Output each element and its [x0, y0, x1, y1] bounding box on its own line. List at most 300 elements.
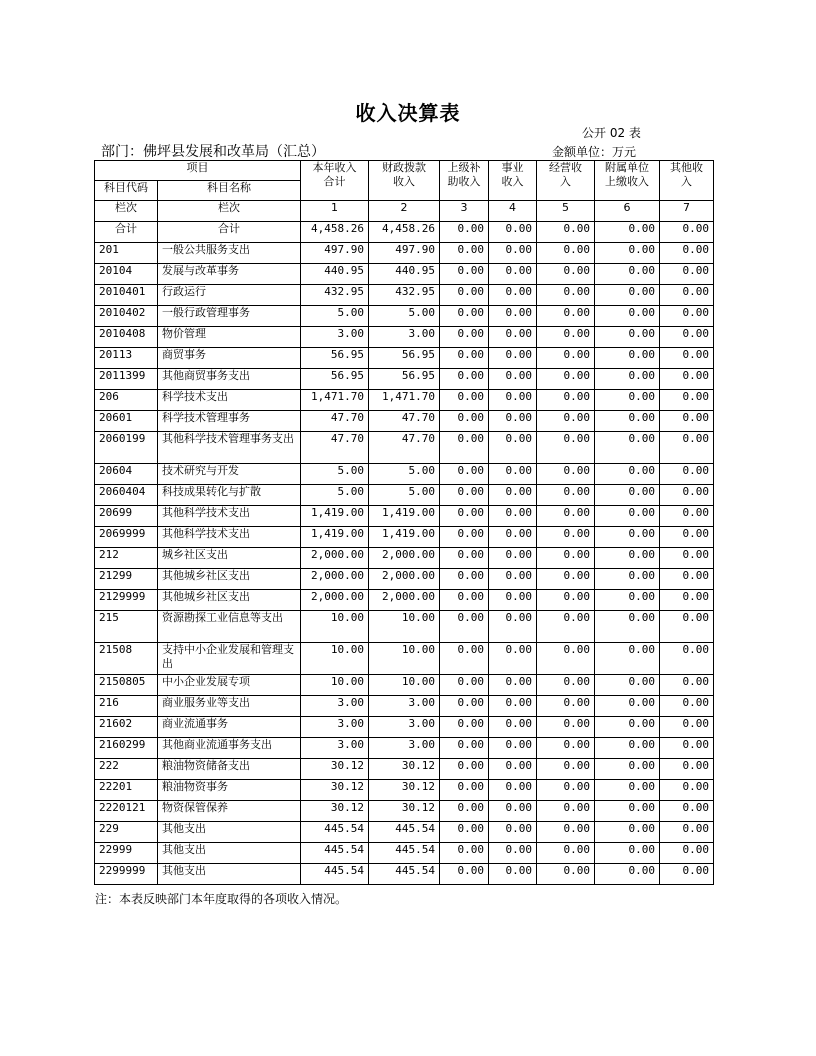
subject-name: 其他商业流通事务支出 — [158, 738, 301, 759]
table-row — [95, 390, 714, 411]
amount-cell: 0.00 — [660, 432, 714, 464]
amount-cell: 0.00 — [537, 306, 595, 327]
amount-cell: 0.00 — [489, 780, 537, 801]
amount-cell: 0.00 — [660, 411, 714, 432]
table-row — [95, 843, 714, 864]
amount-cell: 1,419.00 — [301, 527, 369, 548]
amount-cell: 0.00 — [595, 506, 660, 527]
subject-name: 一般行政管理事务 — [158, 306, 301, 327]
subject-name: 其他科学技术支出 — [158, 506, 301, 527]
amount-cell: 445.54 — [301, 822, 369, 843]
amount-cell: 0.00 — [660, 369, 714, 390]
amount-cell: 0.00 — [489, 864, 537, 885]
amount-cell: 30.12 — [301, 759, 369, 780]
amount-cell: 0.00 — [537, 369, 595, 390]
report-title: 收入决算表 — [355, 101, 461, 125]
table-row — [95, 432, 714, 464]
amount-cell: 0.00 — [660, 527, 714, 548]
amount-cell: 0.00 — [660, 611, 714, 643]
amount-cell: 0.00 — [440, 243, 489, 264]
subject-name: 商贸事务 — [158, 348, 301, 369]
subject-code: 2010401 — [95, 285, 158, 306]
subject-name: 商业服务业等支出 — [158, 696, 301, 717]
subject-code: 20601 — [95, 411, 158, 432]
amount-cell: 5.00 — [369, 464, 440, 485]
amount-cell: 0.00 — [537, 411, 595, 432]
header-name: 科目名称 — [158, 181, 301, 201]
amount-cell: 0.00 — [489, 643, 537, 675]
amount-cell: 5.00 — [301, 464, 369, 485]
table-row — [95, 864, 714, 885]
amount-cell: 0.00 — [595, 411, 660, 432]
amount-cell: 0.00 — [595, 485, 660, 506]
table-row — [95, 527, 714, 548]
table-row — [95, 569, 714, 590]
table-row — [95, 348, 714, 369]
amount-cell: 0.00 — [489, 506, 537, 527]
amount-cell: 0.00 — [489, 843, 537, 864]
amount-cell: 0.00 — [489, 759, 537, 780]
header-col-3: 上级补 助收入 — [440, 161, 489, 201]
subject-code: 20604 — [95, 464, 158, 485]
amount-cell: 0.00 — [595, 464, 660, 485]
col-num: 1 — [301, 201, 369, 222]
amount-cell: 0.00 — [489, 285, 537, 306]
subject-name: 物价管理 — [158, 327, 301, 348]
amount-cell: 3.00 — [301, 696, 369, 717]
subject-name: 商业流通事务 — [158, 717, 301, 738]
table-row — [95, 738, 714, 759]
subject-name: 其他城乡社区支出 — [158, 569, 301, 590]
amount-cell: 0.00 — [595, 696, 660, 717]
amount-cell: 0.00 — [595, 348, 660, 369]
amount-cell: 0.00 — [595, 285, 660, 306]
table-row — [95, 306, 714, 327]
subject-code: 20104 — [95, 264, 158, 285]
amount-cell: 2,000.00 — [369, 569, 440, 590]
subject-code: 2220121 — [95, 801, 158, 822]
amount-cell: 0.00 — [440, 548, 489, 569]
table-row — [95, 696, 714, 717]
header-item: 项目 — [95, 161, 301, 181]
subject-code: 2060199 — [95, 432, 158, 464]
table-row — [95, 675, 714, 696]
amount-cell: 0.00 — [595, 369, 660, 390]
amount-cell: 0.00 — [537, 527, 595, 548]
amount-cell: 0.00 — [440, 780, 489, 801]
amount-cell: 0.00 — [595, 780, 660, 801]
subject-code: 201 — [95, 243, 158, 264]
amount-cell: 0.00 — [660, 738, 714, 759]
amount-cell: 0.00 — [595, 548, 660, 569]
amount-cell: 0.00 — [489, 432, 537, 464]
header-col-4: 事业 收入 — [489, 161, 537, 201]
amount-cell: 47.70 — [369, 432, 440, 464]
amount-cell: 0.00 — [660, 780, 714, 801]
amount-cell: 0.00 — [537, 780, 595, 801]
amount-cell: 0.00 — [595, 569, 660, 590]
amount-cell: 0.00 — [595, 759, 660, 780]
amount-cell: 0.00 — [595, 327, 660, 348]
header-col-7: 其他收 入 — [660, 161, 714, 201]
amount-cell: 0.00 — [660, 390, 714, 411]
table-row — [95, 780, 714, 801]
amount-cell: 0.00 — [440, 464, 489, 485]
amount-cell: 0.00 — [489, 590, 537, 611]
amount-cell: 10.00 — [301, 643, 369, 675]
amount-cell: 445.54 — [369, 864, 440, 885]
amount-cell: 5.00 — [369, 485, 440, 506]
amount-cell: 0.00 — [660, 717, 714, 738]
total-value: 0.00 — [489, 222, 537, 243]
amount-cell: 30.12 — [369, 801, 440, 822]
subject-code: 2069999 — [95, 527, 158, 548]
col-num: 3 — [440, 201, 489, 222]
amount-cell: 0.00 — [440, 759, 489, 780]
subject-name: 支持中小企业发展和管理支出 — [158, 643, 301, 675]
col-num: 6 — [595, 201, 660, 222]
department-label: 部门：佛坪县发展和改革局（汇总） — [101, 144, 325, 160]
amount-cell: 1,419.00 — [369, 506, 440, 527]
amount-cell: 0.00 — [660, 643, 714, 675]
subject-code: 20699 — [95, 506, 158, 527]
amount-unit: 金额单位：万元 — [552, 145, 637, 159]
income-table — [94, 160, 714, 885]
amount-cell: 10.00 — [301, 611, 369, 643]
amount-cell: 5.00 — [301, 306, 369, 327]
subject-name: 其他支出 — [158, 822, 301, 843]
total-value: 0.00 — [440, 222, 489, 243]
amount-cell: 440.95 — [369, 264, 440, 285]
amount-cell: 0.00 — [595, 527, 660, 548]
amount-cell: 0.00 — [440, 675, 489, 696]
amount-cell: 0.00 — [595, 390, 660, 411]
amount-cell: 5.00 — [369, 306, 440, 327]
amount-cell: 0.00 — [595, 306, 660, 327]
amount-cell: 56.95 — [301, 369, 369, 390]
amount-cell: 3.00 — [369, 717, 440, 738]
subject-name: 发展与改革事务 — [158, 264, 301, 285]
subject-name: 其他支出 — [158, 843, 301, 864]
amount-cell: 0.00 — [660, 843, 714, 864]
table-row — [95, 411, 714, 432]
amount-cell: 2,000.00 — [301, 590, 369, 611]
amount-cell: 497.90 — [301, 243, 369, 264]
amount-cell: 0.00 — [595, 243, 660, 264]
subject-name: 一般公共服务支出 — [158, 243, 301, 264]
amount-cell: 0.00 — [537, 738, 595, 759]
amount-cell: 0.00 — [537, 696, 595, 717]
lanci-row — [95, 201, 714, 222]
amount-cell: 0.00 — [489, 675, 537, 696]
table-row — [95, 264, 714, 285]
subject-name: 其他城乡社区支出 — [158, 590, 301, 611]
amount-cell: 0.00 — [537, 717, 595, 738]
amount-cell: 0.00 — [595, 864, 660, 885]
amount-cell: 497.90 — [369, 243, 440, 264]
amount-cell: 0.00 — [537, 243, 595, 264]
amount-cell: 0.00 — [660, 864, 714, 885]
table-row — [95, 759, 714, 780]
amount-cell: 0.00 — [595, 843, 660, 864]
amount-cell: 0.00 — [489, 390, 537, 411]
amount-cell: 0.00 — [595, 590, 660, 611]
subject-name: 城乡社区支出 — [158, 548, 301, 569]
amount-cell: 0.00 — [440, 822, 489, 843]
amount-cell: 10.00 — [369, 611, 440, 643]
table-row — [95, 369, 714, 390]
amount-cell: 0.00 — [440, 801, 489, 822]
amount-cell: 0.00 — [440, 738, 489, 759]
amount-cell: 0.00 — [537, 432, 595, 464]
amount-cell: 0.00 — [440, 611, 489, 643]
table-row — [95, 464, 714, 485]
amount-cell: 1,471.70 — [301, 390, 369, 411]
amount-cell: 0.00 — [440, 590, 489, 611]
amount-cell: 56.95 — [369, 348, 440, 369]
table-row — [95, 643, 714, 675]
amount-cell: 0.00 — [660, 548, 714, 569]
subject-code: 2160299 — [95, 738, 158, 759]
subject-code: 22999 — [95, 843, 158, 864]
amount-cell: 0.00 — [660, 327, 714, 348]
subject-code: 21602 — [95, 717, 158, 738]
amount-cell: 0.00 — [537, 569, 595, 590]
subject-name: 技术研究与开发 — [158, 464, 301, 485]
amount-cell: 0.00 — [440, 506, 489, 527]
amount-cell: 445.54 — [301, 864, 369, 885]
subject-code: 2010402 — [95, 306, 158, 327]
amount-cell: 0.00 — [489, 485, 537, 506]
subject-name: 粮油物资事务 — [158, 780, 301, 801]
amount-cell: 0.00 — [489, 801, 537, 822]
amount-cell: 0.00 — [440, 643, 489, 675]
amount-cell: 0.00 — [537, 675, 595, 696]
amount-cell: 0.00 — [440, 348, 489, 369]
amount-cell: 0.00 — [595, 717, 660, 738]
amount-cell: 1,471.70 — [369, 390, 440, 411]
lanci-name: 栏次 — [158, 201, 301, 222]
table-row — [95, 548, 714, 569]
amount-cell: 5.00 — [301, 485, 369, 506]
subject-name: 物资保管保养 — [158, 801, 301, 822]
amount-cell: 0.00 — [440, 717, 489, 738]
subject-code: 2010408 — [95, 327, 158, 348]
amount-cell: 445.54 — [369, 843, 440, 864]
amount-cell: 0.00 — [537, 843, 595, 864]
amount-cell: 0.00 — [489, 548, 537, 569]
amount-cell: 0.00 — [440, 369, 489, 390]
total-label: 合计 — [95, 222, 158, 243]
subject-code: 21299 — [95, 569, 158, 590]
amount-cell: 3.00 — [369, 327, 440, 348]
subject-name: 资源勘探工业信息等支出 — [158, 611, 301, 643]
amount-cell: 0.00 — [660, 464, 714, 485]
amount-cell: 0.00 — [489, 822, 537, 843]
total-value: 0.00 — [537, 222, 595, 243]
amount-cell: 0.00 — [489, 738, 537, 759]
amount-cell: 0.00 — [595, 822, 660, 843]
subject-name: 粮油物资储备支出 — [158, 759, 301, 780]
table-row — [95, 285, 714, 306]
subject-code: 216 — [95, 696, 158, 717]
amount-cell: 0.00 — [537, 390, 595, 411]
subject-code: 2150805 — [95, 675, 158, 696]
amount-cell: 0.00 — [660, 485, 714, 506]
total-value: 4,458.26 — [301, 222, 369, 243]
amount-cell: 445.54 — [369, 822, 440, 843]
amount-cell: 0.00 — [537, 327, 595, 348]
amount-cell: 30.12 — [301, 801, 369, 822]
total-value: 0.00 — [595, 222, 660, 243]
amount-cell: 30.12 — [301, 780, 369, 801]
amount-cell: 0.00 — [440, 285, 489, 306]
amount-cell: 0.00 — [537, 506, 595, 527]
amount-cell: 10.00 — [301, 675, 369, 696]
amount-cell: 0.00 — [537, 611, 595, 643]
subject-name: 科学技术支出 — [158, 390, 301, 411]
amount-cell: 0.00 — [660, 801, 714, 822]
subject-code: 206 — [95, 390, 158, 411]
amount-cell: 0.00 — [537, 822, 595, 843]
table-row — [95, 611, 714, 643]
amount-cell: 0.00 — [440, 864, 489, 885]
amount-cell: 0.00 — [440, 485, 489, 506]
amount-cell: 10.00 — [369, 643, 440, 675]
amount-cell: 56.95 — [301, 348, 369, 369]
amount-cell: 0.00 — [660, 696, 714, 717]
amount-cell: 47.70 — [369, 411, 440, 432]
lanci-code: 栏次 — [95, 201, 158, 222]
amount-cell: 445.54 — [301, 843, 369, 864]
amount-cell: 0.00 — [537, 759, 595, 780]
amount-cell: 0.00 — [489, 327, 537, 348]
amount-cell: 0.00 — [595, 801, 660, 822]
amount-cell: 0.00 — [489, 264, 537, 285]
subject-code: 2299999 — [95, 864, 158, 885]
table-row — [95, 717, 714, 738]
subject-code: 215 — [95, 611, 158, 643]
amount-cell: 0.00 — [660, 569, 714, 590]
table-note: 注：本表反映部门本年度取得的各项收入情况。 — [95, 892, 348, 906]
amount-cell: 0.00 — [660, 675, 714, 696]
amount-cell: 0.00 — [595, 611, 660, 643]
amount-cell: 10.00 — [369, 675, 440, 696]
amount-cell: 47.70 — [301, 432, 369, 464]
subject-code: 2011399 — [95, 369, 158, 390]
table-row — [95, 822, 714, 843]
amount-cell: 0.00 — [440, 327, 489, 348]
amount-cell: 0.00 — [660, 306, 714, 327]
col-num: 2 — [369, 201, 440, 222]
col-num: 5 — [537, 201, 595, 222]
amount-cell: 2,000.00 — [369, 590, 440, 611]
header-col-2: 财政拨款 收入 — [369, 161, 440, 201]
amount-cell: 0.00 — [440, 527, 489, 548]
amount-cell: 3.00 — [301, 327, 369, 348]
amount-cell: 2,000.00 — [301, 569, 369, 590]
amount-cell: 0.00 — [660, 243, 714, 264]
amount-cell: 0.00 — [537, 264, 595, 285]
subject-code: 212 — [95, 548, 158, 569]
amount-cell: 0.00 — [595, 643, 660, 675]
amount-cell: 0.00 — [537, 464, 595, 485]
amount-cell: 0.00 — [537, 643, 595, 675]
amount-cell: 0.00 — [440, 569, 489, 590]
amount-cell: 0.00 — [489, 611, 537, 643]
amount-cell: 0.00 — [440, 390, 489, 411]
subject-code: 2060404 — [95, 485, 158, 506]
subject-name: 其他科学技术支出 — [158, 527, 301, 548]
amount-cell: 0.00 — [660, 285, 714, 306]
amount-cell: 30.12 — [369, 759, 440, 780]
subject-name: 其他支出 — [158, 864, 301, 885]
table-row — [95, 485, 714, 506]
table-row — [95, 243, 714, 264]
amount-cell: 0.00 — [489, 717, 537, 738]
amount-cell: 3.00 — [369, 696, 440, 717]
total-value: 0.00 — [660, 222, 714, 243]
amount-cell: 0.00 — [489, 527, 537, 548]
amount-cell: 432.95 — [301, 285, 369, 306]
amount-cell: 0.00 — [660, 264, 714, 285]
amount-cell: 0.00 — [537, 348, 595, 369]
amount-cell: 0.00 — [489, 464, 537, 485]
amount-cell: 0.00 — [537, 548, 595, 569]
amount-cell: 2,000.00 — [369, 548, 440, 569]
amount-cell: 1,419.00 — [301, 506, 369, 527]
subject-name: 其他科学技术管理事务支出 — [158, 432, 301, 464]
header-code: 科目代码 — [95, 181, 158, 201]
amount-cell: 0.00 — [595, 675, 660, 696]
table-row — [95, 801, 714, 822]
header-col-6: 附属单位 上缴收入 — [595, 161, 660, 201]
subject-code: 21508 — [95, 643, 158, 675]
amount-cell: 0.00 — [537, 590, 595, 611]
amount-cell: 0.00 — [537, 285, 595, 306]
header-row-1 — [95, 161, 714, 181]
amount-cell: 0.00 — [660, 590, 714, 611]
subject-name: 中小企业发展专项 — [158, 675, 301, 696]
table-row — [95, 506, 714, 527]
amount-cell: 0.00 — [660, 822, 714, 843]
amount-cell: 440.95 — [301, 264, 369, 285]
subject-name: 科学技术管理事务 — [158, 411, 301, 432]
amount-cell: 3.00 — [301, 717, 369, 738]
total-label: 合计 — [158, 222, 301, 243]
amount-cell: 0.00 — [595, 738, 660, 759]
subject-name: 行政运行 — [158, 285, 301, 306]
amount-cell: 0.00 — [537, 864, 595, 885]
col-num: 4 — [489, 201, 537, 222]
amount-cell: 0.00 — [595, 432, 660, 464]
total-row — [95, 222, 714, 243]
amount-cell: 0.00 — [489, 369, 537, 390]
amount-cell: 0.00 — [489, 306, 537, 327]
subject-code: 222 — [95, 759, 158, 780]
amount-cell: 0.00 — [595, 264, 660, 285]
amount-cell: 0.00 — [489, 569, 537, 590]
amount-cell: 3.00 — [369, 738, 440, 759]
subject-name: 科技成果转化与扩散 — [158, 485, 301, 506]
form-number: 公开 02 表 — [582, 126, 641, 140]
table-row — [95, 327, 714, 348]
amount-cell: 0.00 — [440, 264, 489, 285]
table-row — [95, 590, 714, 611]
amount-cell: 56.95 — [369, 369, 440, 390]
amount-cell: 0.00 — [440, 411, 489, 432]
amount-cell: 432.95 — [369, 285, 440, 306]
